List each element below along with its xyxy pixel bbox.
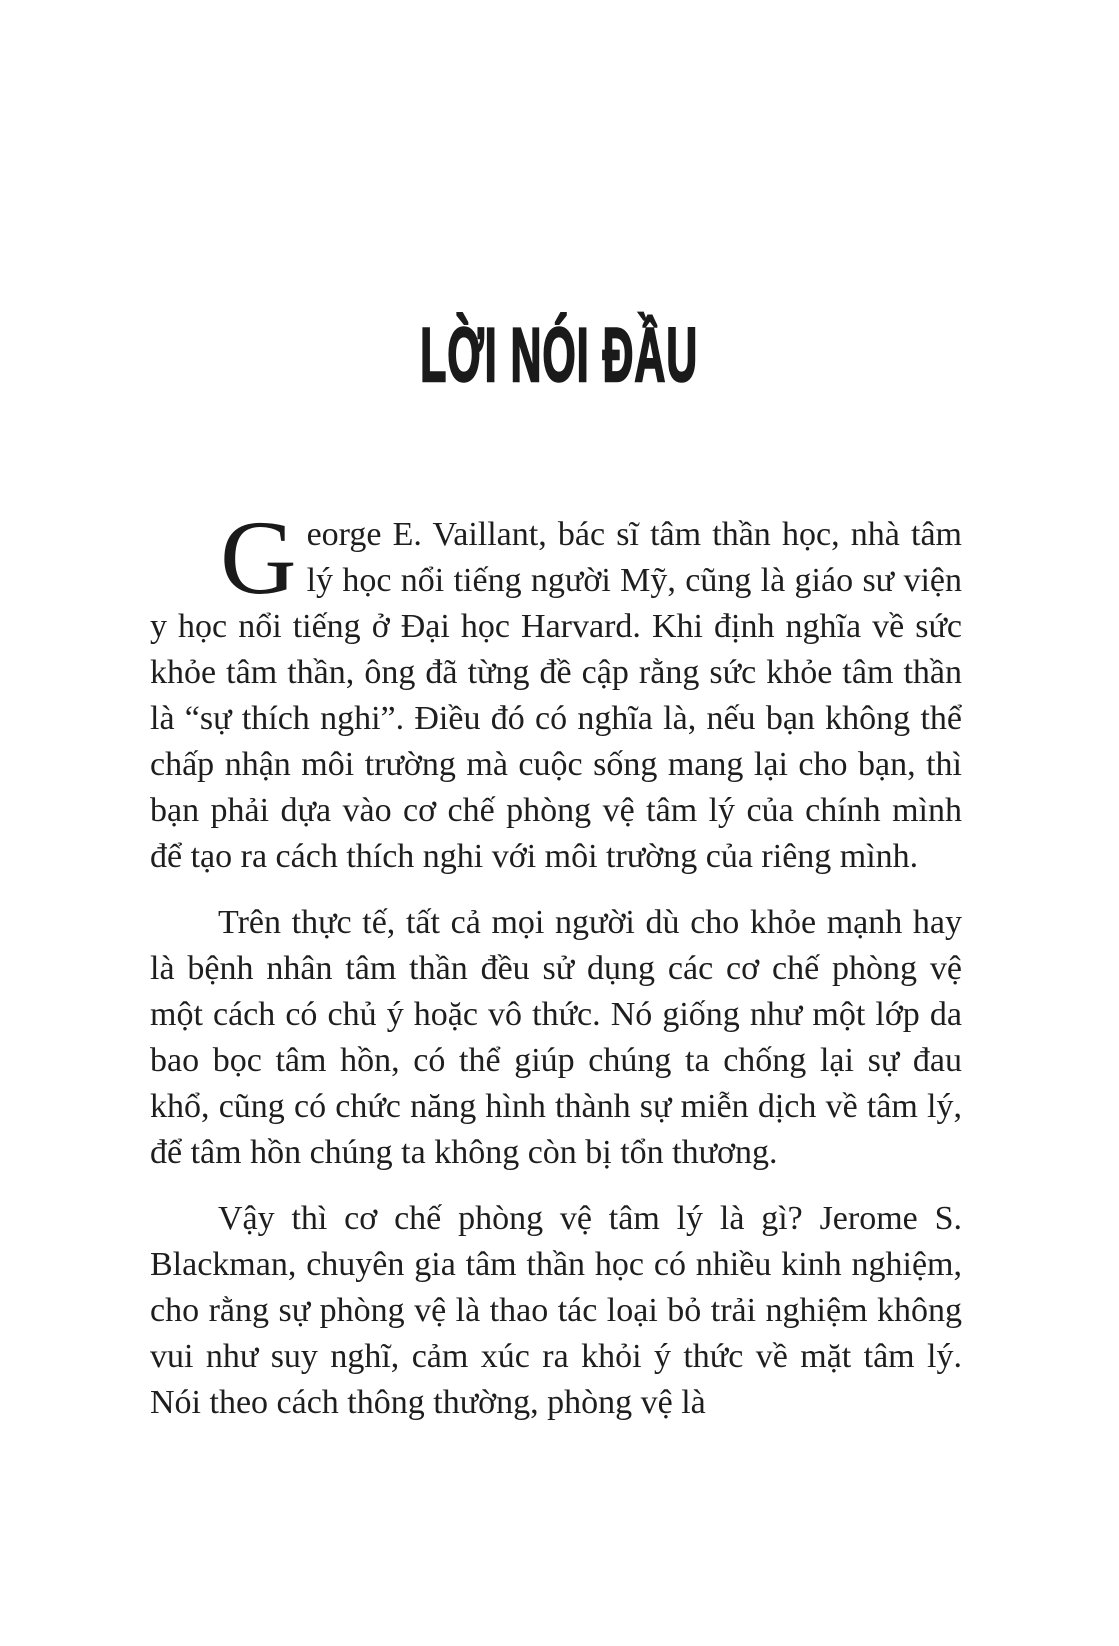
paragraph: Trên thực tế, tất cả mọi người dù cho khỏe mạnh hay là bệnh nhân tâm thần đều sử dụng các cơ chế phòng vệ một cách có chủ ý hoặc vô thức. Nó giống như một lớp da bao bọc tâm hồn, có thể giúp chúng ta chống lại sự đau khổ, cũng có chức năng hình thành sự miễn dịch về tâm lý, để tâm hồn chúng ta không còn bị tổn thương. — [150, 904, 962, 1171]
paragraph — [150, 499, 962, 880]
drop-cap: G — [220, 499, 297, 616]
paragraph-text: eorge E. Vaillant, bác sĩ tâm thần học, nhà tâm lý học nổi tiếng người Mỹ, cũng là giáo sư viện y học nổi tiếng ở Đại học Harvard. Khi định nghĩa về sức khỏe tâm thần, ông đã từng đề cập rằng sức khỏe tâm thần là “sự thích nghi”. Điều đó có nghĩa là, nếu bạn không thể chấp nhận môi trường mà cuộc sống mang lại cho bạn, thì bạn phải dựa vào cơ chế phòng vệ tâm lý của chính mình để tạo ra cách thích nghi với môi trường của riêng mình. — [150, 516, 962, 875]
chapter-title-text: LỜI NÓI ĐẦU — [420, 313, 699, 398]
chapter-title — [0, 313, 1119, 398]
paragraph: Vậy thì cơ chế phòng vệ tâm lý là gì? Jerome S. Blackman, chuyên gia tâm thần học có nhiều kinh nghiệm, cho rằng sự phòng vệ là thao tác loại bỏ trải nghiệm không vui như suy nghĩ, cảm xúc ra khỏi ý thức về mặt tâm lý. Nói theo cách thông thường, phòng vệ là — [150, 1200, 962, 1421]
body-text — [0, 499, 1119, 1426]
